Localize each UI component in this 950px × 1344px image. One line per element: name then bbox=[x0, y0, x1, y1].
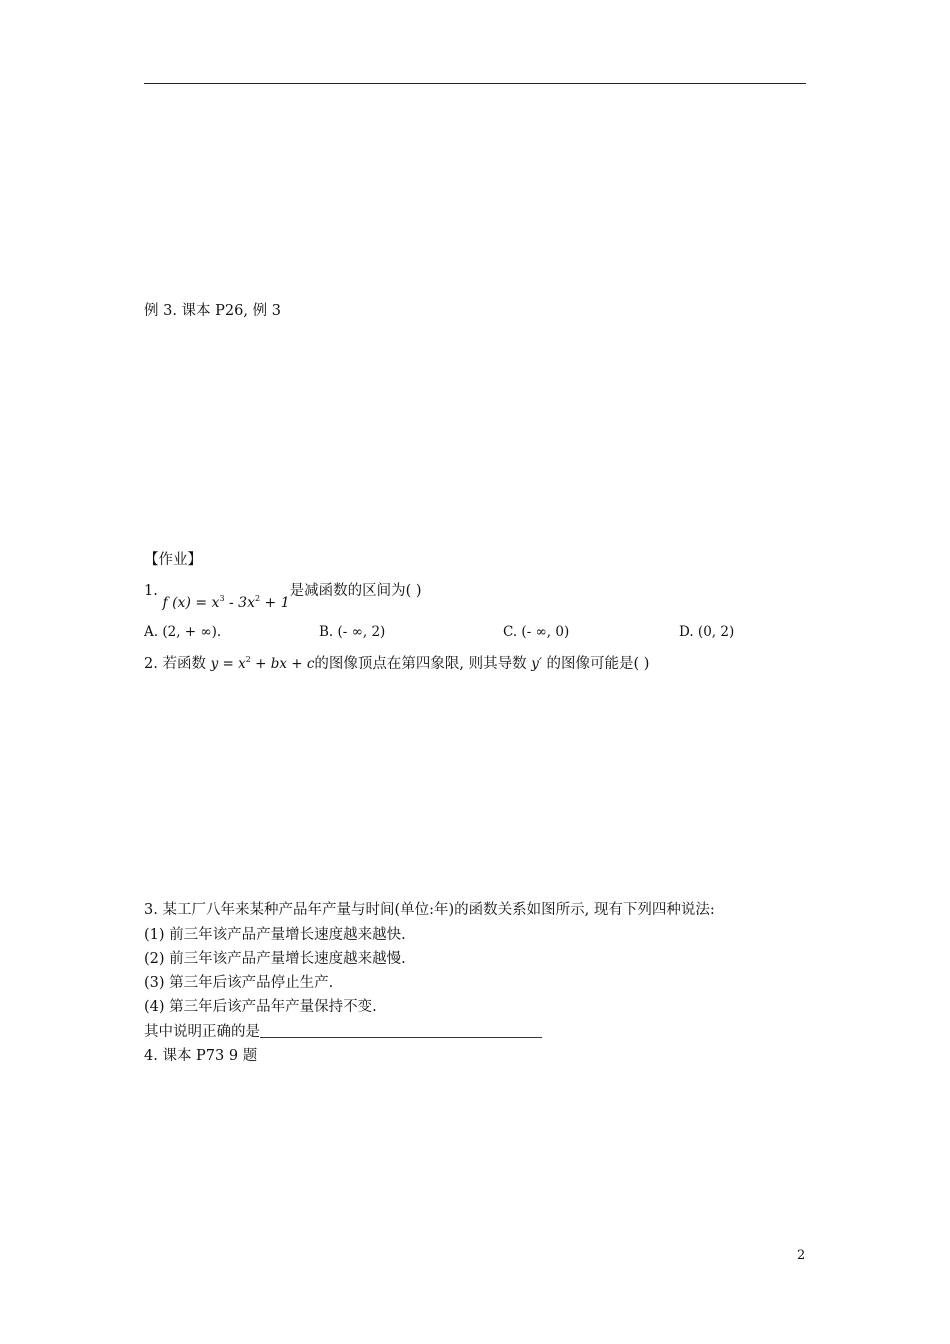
q1-option-d: D. (0, 2) bbox=[679, 624, 735, 640]
question-1 bbox=[144, 578, 422, 611]
question-2: 2. 若函数 $y = x^2$ + bx + c的图像顶点在第四象限, 则其导数 y′ 的图像可能是( ) bbox=[144, 655, 650, 672]
q1-option-b: B. (- ∞, 2) bbox=[319, 624, 386, 640]
q1-option-c: C. (- ∞, 0) bbox=[503, 624, 570, 640]
page-number: 2 bbox=[797, 1248, 806, 1263]
question-4: 4. 课本 P73 9 题 bbox=[144, 1048, 258, 1064]
q3-answer-line: 其中说明正确的是 bbox=[144, 1023, 542, 1041]
q2-function: $y = x^2$ + bx + c bbox=[210, 655, 315, 672]
q3-statement-3: (3) 第三年后该产品停止生产. bbox=[144, 975, 334, 991]
homework-header: 【作业】 bbox=[144, 552, 202, 568]
q1-formula: f $(x) = x^3 - 3x^2 + 1$ bbox=[162, 594, 290, 611]
answer-blank bbox=[260, 1023, 542, 1038]
q2-derivative: y′ bbox=[531, 656, 542, 672]
q1-number: 1. bbox=[144, 583, 158, 599]
q1-text: 是减函数的区间为( ) bbox=[289, 583, 422, 599]
header-rule bbox=[144, 83, 806, 84]
q1-option-a: A. (2, + ∞). bbox=[144, 624, 222, 640]
q3-statement-1: (1) 前三年该产品产量增长速度越来越快. bbox=[144, 927, 406, 943]
example-3: 例 3. 课本 P26, 例 3 bbox=[144, 303, 281, 319]
q3-statement-2: (2) 前三年该产品产量增长速度越来越慢. bbox=[144, 951, 406, 967]
q3-stem: 3. 某工厂八年来某种产品年产量与时间(单位:年)的函数关系如图所示, 现有下列四种说法: bbox=[144, 902, 715, 918]
q3-statement-4: (4) 第三年后该产品年产量保持不变. bbox=[144, 999, 377, 1015]
